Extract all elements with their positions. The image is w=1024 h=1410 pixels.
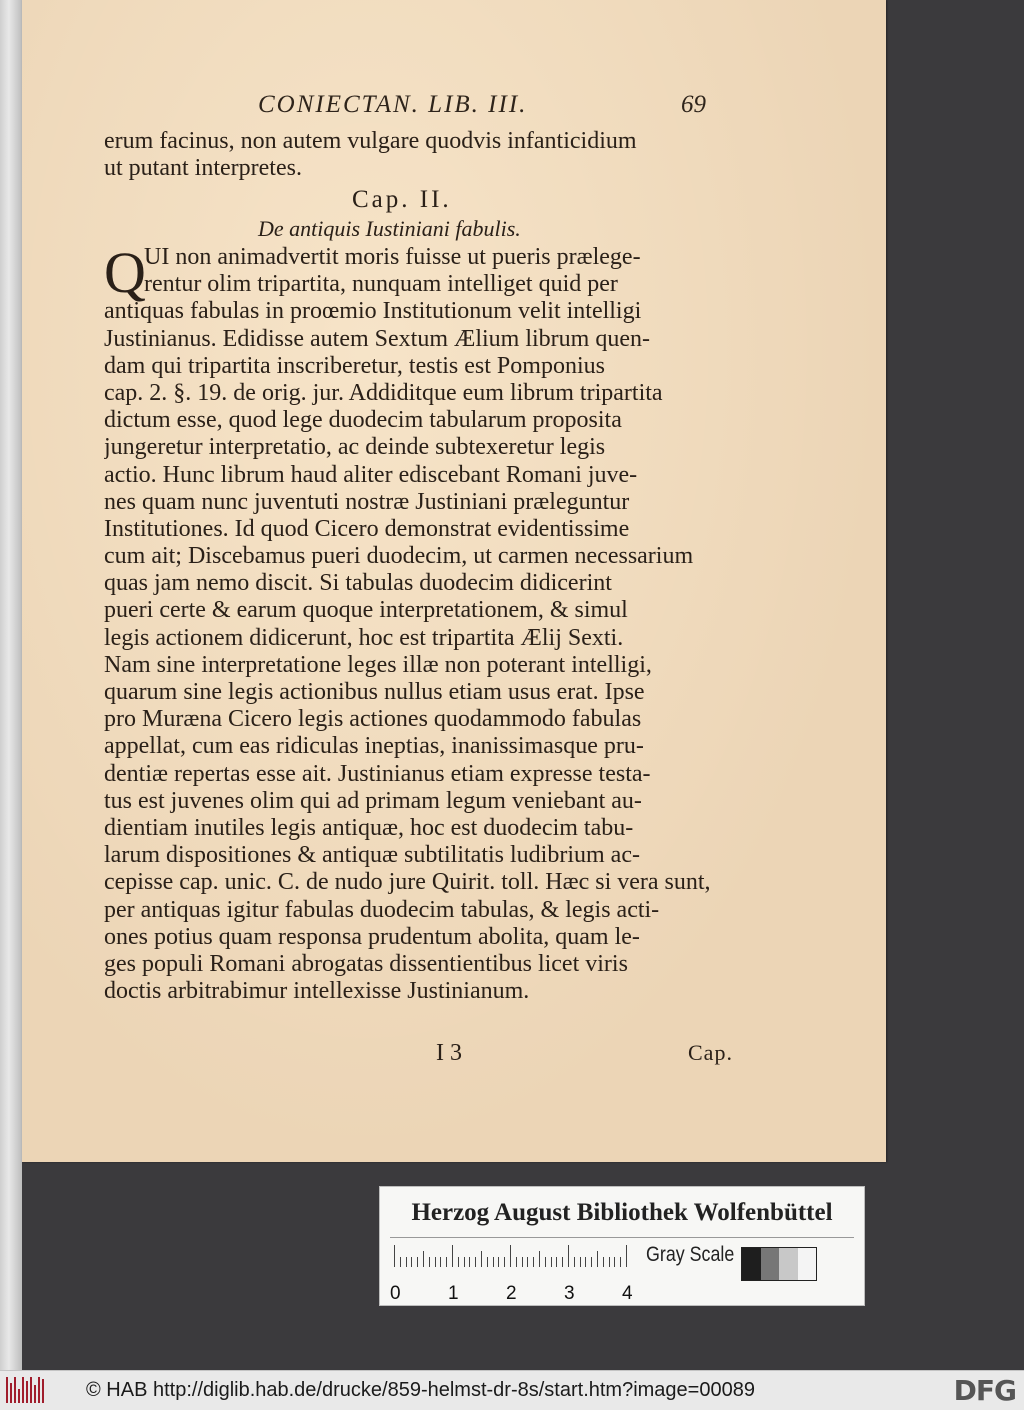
signature-mark: I 3 [436,1040,462,1066]
text-line: ges populi Romani abrogatas dissentientibus licet viris [104,950,628,977]
ruler-tick [440,1257,441,1267]
ruler-tick [522,1257,523,1267]
gray-scale-swatches [741,1247,817,1281]
ruler-number: 1 [448,1283,459,1304]
logo-bar [10,1383,12,1403]
gray-swatch [761,1248,780,1280]
ruler-tick [533,1257,534,1267]
text-line: tus est juvenes olim qui ad primam legum veniebant au- [104,787,642,814]
ruler-tick [429,1257,430,1267]
ruler-tick [498,1257,499,1267]
ruler-tick [487,1257,488,1267]
gray-swatch [798,1248,817,1280]
running-title: CONIECTAN. LIB. III. [258,91,528,118]
page-number: 69 [681,91,706,118]
text-line: cepisse cap. unic. C. de nudo jure Quirit. toll. Hæc si vera sunt, [104,869,711,896]
ruler-tick [435,1257,436,1267]
ruler-tick [562,1257,563,1267]
text-line: jungeretur interpretatio, ac deinde subtexeretur legis [104,434,606,461]
text-line: Nam sine interpretatione leges illæ non poterant intelligi, [104,651,652,678]
gray-swatch [742,1248,761,1280]
text-line: dictum esse, quod lege duodecim tabularum proposita [104,407,622,434]
library-color-card [379,1186,865,1306]
text-line: doctis arbitrabimur intellexisse Justinianum. [104,978,530,1005]
text-line: antiquas fabulas in proœmio Institutionum velit intelligi [104,298,642,325]
ruler-tick [556,1257,557,1267]
ruler-tick [400,1257,401,1267]
ruler-tick [603,1257,604,1267]
text-line: dam qui tripartita inscriberetur, testis est Pomponius [104,352,605,379]
hab-logo-icon [6,1377,46,1403]
ruler-tick [464,1257,465,1267]
logo-bar [22,1377,24,1403]
logo-bar [30,1377,32,1403]
adjacent-page-edge [0,0,22,1370]
logo-bar [42,1379,44,1403]
card-divider [390,1237,854,1238]
chapter-subtitle: De antiquis Iustiniani fabulis. [258,216,521,241]
logo-bar [26,1381,28,1403]
drop-cap: Q [104,240,146,305]
ruler-number: 0 [390,1283,401,1304]
text-line: quas jam nemo discit. Si tabulas duodecim didicerint [104,570,612,597]
ruler-tick [504,1257,505,1267]
text-line: larum dispositiones & antiquæ subtilitatis ludibrium ac- [104,842,640,869]
ruler-tick [452,1245,453,1267]
ruler-tick [510,1245,511,1267]
ruler-tick [527,1257,528,1267]
ruler-tick [469,1257,470,1267]
text-line: ut putant interpretes. [104,155,302,182]
text-line: quarum sine legis actionibus nullus etiam usus erat. Ipse [104,679,645,705]
logo-bar [38,1377,40,1403]
text-line: nes quam nunc juventuti nostræ Justiniani præleguntur [104,488,630,515]
text-line: erum facinus, non autem vulgare quodvis infanticidium [104,128,637,154]
ruler-tick [574,1257,575,1267]
logo-bar [34,1385,36,1403]
ruler-tick [394,1245,395,1267]
ruler-tick [591,1257,592,1267]
ruler-tick [626,1245,627,1267]
ruler-scale [394,1245,634,1267]
ruler-tick [597,1251,598,1267]
ruler-tick [545,1257,546,1267]
ruler-tick [516,1257,517,1267]
ruler-tick [417,1257,418,1267]
logo-bar [6,1377,8,1403]
logo-bar [18,1389,20,1403]
text-line: UI non animadvertit moris fuisse ut pueris prælege- [144,244,641,270]
text-line: actio. Hunc librum haud aliter ediscebant Romani juve- [104,461,638,488]
ruler-tick [620,1257,621,1267]
ruler-tick [475,1257,476,1267]
text-line: cum ait; Discebamus pueri duodecim, ut carmen necessarium [104,543,694,570]
text-line: Institutiones. Id quod Cicero demonstrat evidentissime [104,515,630,542]
text-line: rentur olim tripartita, nunquam intelliget quid per [144,271,618,298]
text-line: appellat, cum eas ridiculas ineptias, inanissimasque pru- [104,733,644,760]
text-line: cap. 2. §. 19. de orig. jur. Addiditque eum librum tripartita [104,379,663,406]
chapter-heading: Cap. II. [352,186,452,213]
text-line: dientiam inutiles legis antiquæ, hoc est duodecim tabu- [104,814,634,841]
text-line: per antiquas igitur fabulas duodecim tabulas, & legis acti- [104,896,660,923]
text-line: legis actionem didicerunt, hoc est tripartita Ælij Sexti. [104,624,624,651]
ruler-number: 4 [622,1283,633,1304]
gray-scale-label: Gray Scale [646,1243,735,1266]
ruler-tick [493,1257,494,1267]
ruler-tick [568,1245,569,1267]
viewer-footer [0,1370,1024,1410]
text-line: ones potius quam responsa prudentum abolita, quam le- [104,923,640,950]
copyright-url[interactable]: © HAB http://diglib.hab.de/drucke/859-helmst-dr-8s/start.htm?image=00089 [86,1379,755,1401]
ruler-tick [411,1257,412,1267]
ruler-tick [580,1257,581,1267]
gray-swatch [779,1248,798,1280]
ruler-tick [406,1257,407,1267]
running-header [258,91,706,121]
ruler-tick [481,1251,482,1267]
ruler-tick [423,1251,424,1267]
ruler-tick [458,1257,459,1267]
ruler-tick [585,1257,586,1267]
opening-lines [104,128,744,182]
ruler-tick [446,1257,447,1267]
text-line: pro Muræna Cicero legis actiones quodammodo fabulas [104,706,642,733]
text-line: Justinianus. Edidisse autem Sextum Ælium librum quen- [104,325,650,352]
library-name: Herzog August Bibliothek Wolfenbüttel [411,1199,833,1226]
ruler-number: 2 [506,1283,517,1304]
ruler-tick [539,1251,540,1267]
logo-bar [14,1377,16,1403]
ruler-tick [551,1257,552,1267]
ruler-number: 3 [564,1283,575,1304]
text-line: pueri certe & earum quoque interpretationem, & simul [104,597,628,624]
body-paragraph [104,240,744,1005]
catchword: Cap. [688,1040,733,1065]
ruler-tick [614,1257,615,1267]
dfg-logo: DFG [953,1374,1016,1407]
text-line: dentiæ repertas esse ait. Justinianus etiam expresse testa- [104,760,651,787]
ruler-tick [609,1257,610,1267]
